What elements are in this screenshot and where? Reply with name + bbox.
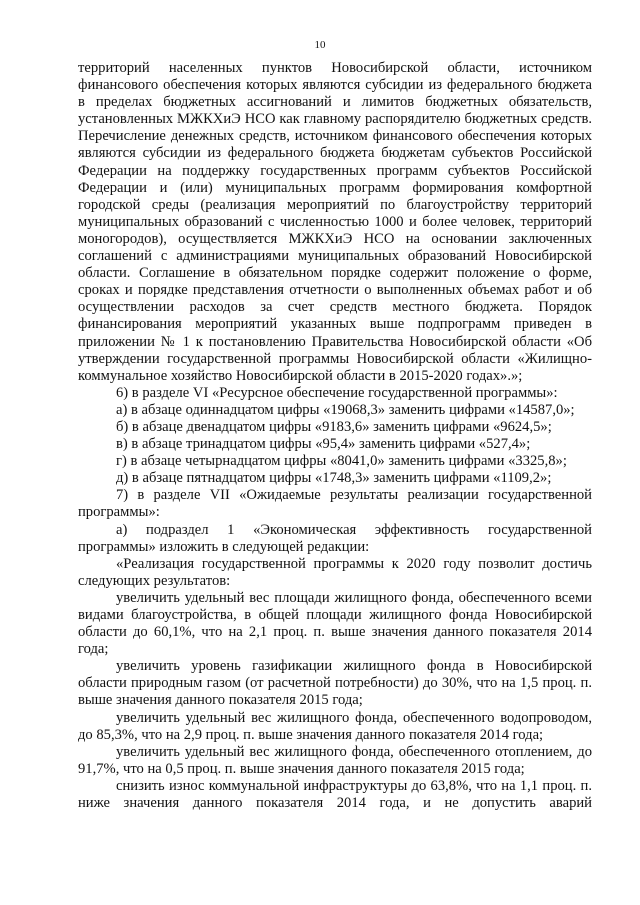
- paragraph-2: 6) в разделе VI «Ресурсное обеспечение государственной программы»:: [116, 384, 558, 401]
- document-body: [78, 60, 592, 812]
- paragraph-6: г) в абзаце четырнадцатом цифры «8041,0» заменить цифрами «3325,8»;: [116, 453, 567, 470]
- paragraph-13: увеличить удельный вес жилищного фонда, обеспеченного водопроводом, до 85,3%, что на 2,9 проц. п. выше значения данного показателя 2014 года;: [78, 709, 592, 743]
- paragraph-5: в) в абзаце тринадцатом цифры «95,4» заменить цифрами «527,4»;: [116, 436, 531, 453]
- paragraph-9: а) подраздел 1 «Экономическая эффективность государственной программы» изложить в следующей редакции:: [78, 521, 592, 555]
- page-number: 10: [314, 39, 326, 51]
- paragraph-14: увеличить удельный вес жилищного фонда, обеспеченного отоплением, до 91,7%, что на 0,5 проц. п. выше значения данного показателя 2015 года;: [78, 743, 592, 777]
- paragraph-3: а) в абзаце одиннадцатом цифры «19068,3» заменить цифрами «14587,0»;: [116, 401, 575, 418]
- paragraph-12: увеличить уровень газификации жилищного фонда в Новосибирской области природным газом (от расчетной потребности) до 30%, что на 1,5 проц. п. выше значения данного показателя 2015 года;: [78, 658, 592, 709]
- paragraph-8: 7) в разделе VII «Ожидаемые результаты реализации государственной программы»:: [78, 487, 592, 521]
- paragraph-10: «Реализация государственной программы к 2020 году позволит достичь следующих результатов:: [78, 555, 592, 589]
- paragraph-1: территорий населенных пунктов Новосибирской области, источником финансового обеспечения которых являются субсидии из федерального бюджета в пределах бюджетных ассигнований и лимитов бюджетных обязательств, установленных МЖКХиЭ НСО как главному распорядителю бюджетных средств. Перечисление денежных средств, источником финансового обеспечения которых являются субсидии из федерального бюджета бюджетам субъектов Российской Федерации на поддержку государственных программ субъектов Российской Федерации и (или) муниципальных программ формирования комфортной городской среды (реализация мероприятий по благоустройству территорий муниципальных образований с численностью 1000 и более человек, территорий моногородов), осуществляется МЖКХиЭ НСО на основании заключенных соглашений с администрациями муниципальных образований Новосибирской области. Соглашение в обязательном порядке содержит положение о форме, сроках и порядке представления отчетности о выполненных объемах работ и об осуществлении расходов за счет средств местного бюджета. Порядок финансирования мероприятий указанных выше подпрограмм приведен в приложении № 1 к постановлению Правительства Новосибирской области «Об утверждении государственной программы Новосибирской области «Жилищно-коммунальное хозяйство Новосибирской области в 2015-2020 годах».»;: [78, 60, 592, 384]
- paragraph-15: снизить износ коммунальной инфраструктуры до 63,8%, что на 1,1 проц. п. ниже значения данного показателя 2014 года, и не допустить аварий: [78, 777, 592, 812]
- paragraph-7: д) в абзаце пятнадцатом цифры «1748,3» заменить цифрами «1109,2»;: [116, 470, 552, 487]
- paragraph-11: увеличить удельный вес площади жилищного фонда, обеспеченного всеми видами благоустройства, в общей площади жилищного фонда Новосибирской области до 60,1%, что на 2,1 проц. п. выше значения данного показателя 2014 года;: [78, 589, 592, 658]
- paragraph-4: б) в абзаце двенадцатом цифры «9183,6» заменить цифрами «9624,5»;: [116, 418, 552, 435]
